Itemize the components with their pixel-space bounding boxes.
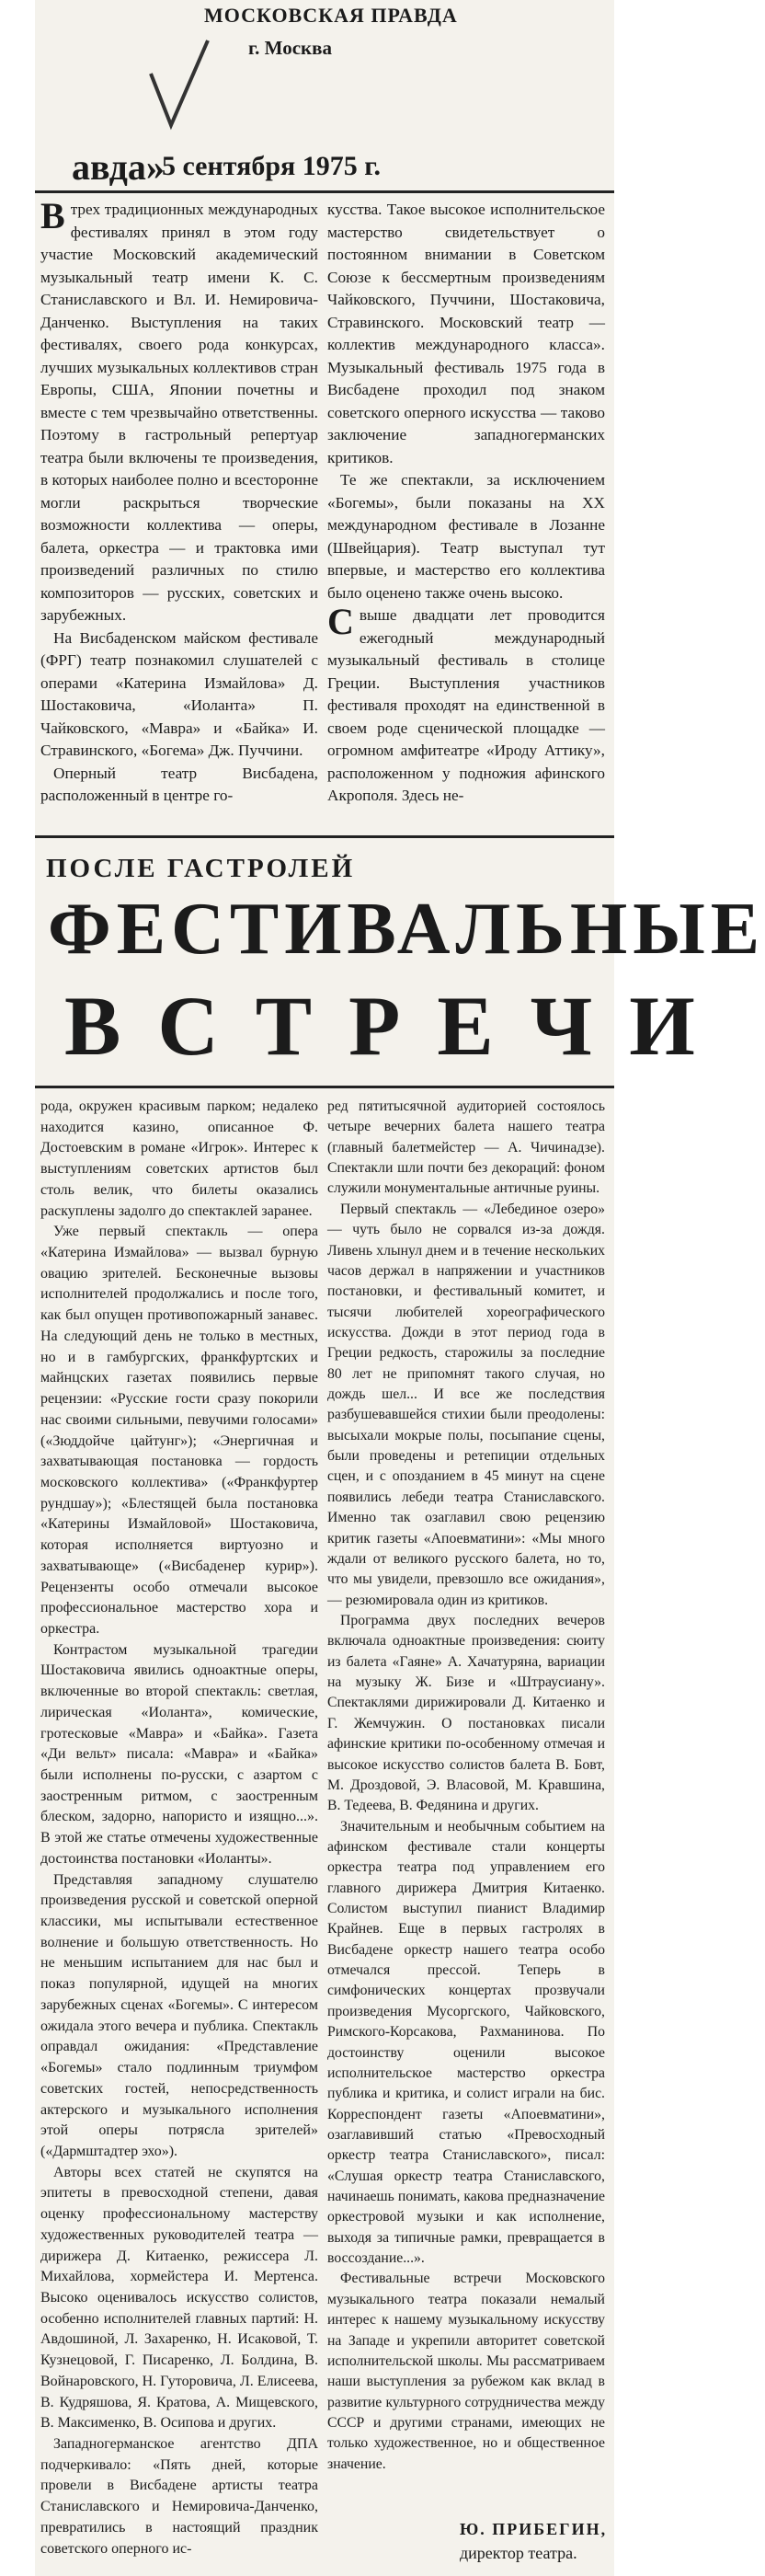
paragraph: кусства. Такое высокое исполнительское мастерство свидетельствует о постоянном внимании в Советском Союзе к бессмертным произведениям Чайковского, Пуччини, Шостаковича, Стравинского. Московский театр — коллектив международного класса». Музыкальный фестиваль 1975 года в Висбадене проходил под знаком советского оперного искусства — таково заключение западногерманских критиков. bbox=[327, 201, 605, 466]
newspaper-name: авда» bbox=[72, 146, 165, 188]
paragraph: Уже первый спектакль — опера «Катерина Измайлова» — вызвал бурную овацию зрителей. Бесконечные вызовы исполнителей продолжались и после того, как был опущен противопожарный занавес. На следующий день не только в местных, но и в гамбургских, франкфуртских и майнцских газетах появились первые рецензии: «Русские гости сразу покорили нас своими сильными, певучими голосами» («Зюддойче цайтунг»); «Энергичная и захватывающая постановка — гордость московского коллектива» («Франкфуртер рундшау»); «Блестящей была постановка «Катерины Измайловой» Шостаковича, которая исполняется виртуозно и захватывающе» («Висбаденер курир»). Рецензенты особо отмечали высокое профессиональное мастерство хора и оркестра. bbox=[40, 1224, 318, 1637]
paragraph: Значительным и необычным событием на афинском фестивале стали концерты оркестра театра под управлением его главного дирижера Дмитрия Китаенко. Солистом выступил пианист Владимир Крайнев. Еще в первых гастролях в Висбадене оркестр нашего театра особо отмечался прессой. Теперь в симфонических концертах прозвучали произведения Мусоргского, Чайковского, Римского-Корсакова, Рахманинова. По достоинству оценили высокое исполнительское мастерство оркестра публика и критика, и солист играли на бис. Корреспондент газеты «Апоевматини», озаглавивший статью «Превосходный оркестр театра Станиславского», писал: «Слушая оркестр театра Станиславского, начинаешь понимать, какова предназначение оркестровой музыки и как исполнение, выходя за типичные рамки, превращается в воссоздание...». bbox=[327, 1818, 605, 2267]
top-column-1 bbox=[40, 195, 318, 808]
drop-cap: В bbox=[40, 195, 65, 236]
city-label: г. Москва bbox=[248, 37, 332, 59]
paragraph: рода, окружен красивым парком; недалеко находится казино, описанное Ф. Достоевским в романе «Игрок». Интерес к выступлениям советских артистов был столь велик, что билеты оказались раскуплены задолго до спектаклей заранее. bbox=[40, 1098, 318, 1219]
paragraph: На Висбаденском майском фестивале (ФРГ) театр познакомил слушателей с операми «Катерина Измайлова» Д. Шостаковича, «Иоланта» П. Чайковского, «Мавра» и «Байка» И. Стравинского, «Богема» Дж. Пуччини. bbox=[40, 628, 318, 759]
paragraph: Контрастом музыкальной трагедии Шостаковича явились одноактные оперы, включенные во второй спектакль: светлая, лирическая «Иоланта», комические, гротесковые «Мавра» и «Байка». Газета «Ди вельт» писала: «Мавра» и «Байка» были исполнены по-русски, с азартом с заостренным ритмом, с заостренным блеском, задорно, напористо и изящно...». В этой же статье отмечены художественные достоинства постановки «Иоланты». bbox=[40, 1641, 318, 1867]
paragraph: Представляя западному слушателю произведения русской и советской оперной классики, мы испытывали естественное волнение и большую ответственность. Но не меньшим испытанием для нас был и показ популярной, идущей на многих зарубежных сценах «Богемы». С интересом ожидала этого вечера и публика. Спектакль оправдал ожидания: «Представление «Богемы» стало подлинным триумфом советских гостей, непосредственность актерского и музыкального исполнения этой оперы потрясла зрителей» («Дармштадтер эхо»). bbox=[40, 1871, 318, 2159]
paragraph: Западногерманское агентство ДПА подчеркивало: «Пять дней, которые провели в Висбадене артисты театра Станиславского и Немировича-Данченко, превратились в настоящий праздник советского оперного ис- bbox=[40, 2436, 318, 2557]
paragraph: Программа двух последних вечеров включала одноактные произведения: сюиту из балета «Гаяне» А. Хачатуряна, вариации на музыку Ж. Бизе и «Штраусиану». Спектаклями дирижировали Д. Китаенко и Г. Жемчужин. О постановках писали афинские критики по-особенному отмечая и высокое искусство солистов балета В. Бовт, М. Дроздовой, Э. Власовой, М. Кравшина, В. Тедеева, В. Федянина и других. bbox=[327, 1612, 605, 1814]
headline-line-1: ФЕСТИВАЛЬНЫЕ bbox=[48, 889, 765, 970]
top-column-2 bbox=[327, 199, 605, 808]
headline-divider bbox=[35, 1086, 614, 1088]
paragraph: ред пятитысячной аудиторией состоялось четыре вечерних балета нашего театра (главный балетмейстер — А. Чичинадзе). Спектакли шли почти без декораций: фоном служили монументальные античные руины. bbox=[327, 1098, 605, 1197]
bottom-column-2 bbox=[327, 1097, 605, 2475]
paragraph: Авторы всех статей не скупятся на эпитеты в превосходной степени, давая оценку профессиональному мастерству художественных руководителей театра — дирижера Д. Китаенко, режиссера Л. Михайлова, хормейстера И. Мертенса. Высоко оценивалось искусство солистов, особенно исполнителей главных партий: Н. Авдошиной, Л. Захаренко, Н. Исаковой, Т. Кузнецовой, Г. Писаренко, Л. Болдина, В. Войнаровского, Н. Гуторовича, Л. Елисеева, В. Кудряшова, Я. Кратова, А. Мищевского, В. Максименко, В. Осипова и других. bbox=[40, 2164, 318, 2432]
clipping-header bbox=[35, 0, 614, 189]
author-signature bbox=[460, 2517, 607, 2565]
paragraph: Втрех традиционных международных фестивалях принял в этом году участие Московский академический музыкальный театр имени К. С. Станиславского и Вл. И. Немировича-Данченко. Выступления на таких фестивалях, своего рода конкурсах, лучших музыкальных коллективов стран Европы, США, Японии почетны и вместе с тем чрезвычайно ответственны. Поэтому в гастрольный репертуар театра были включены те произведения, в которых наиболее полно и всесторонне могли раскрыться творческие возможности коллектива — оперы, балета, оркестра — и трактовка ими произведений различных по стилю композиторов — русских, советских и зарубежных. bbox=[40, 195, 318, 624]
headline-line-2: ВСТРЕЧИ bbox=[64, 979, 732, 1073]
check-mark-icon bbox=[147, 37, 211, 129]
author-name: Ю. ПРИБЕГИН, bbox=[460, 2520, 608, 2538]
issue-date: 5 сентября 1975 г. bbox=[162, 151, 382, 181]
section-divider bbox=[35, 835, 614, 838]
header-divider bbox=[35, 190, 614, 193]
masthead: МОСКОВСКАЯ ПРАВДА bbox=[204, 4, 458, 27]
paragraph: Те же спектакли, за исключением «Богемы», были показаны на XX международном фестивале в Лозанне (Швейцария). Театр выступал тут впервые, и мастерство его коллектива было оценено также очень высоко. bbox=[327, 471, 605, 602]
section-label: ПОСЛЕ ГАСТРОЛЕЙ bbox=[46, 854, 356, 883]
bottom-column-1 bbox=[40, 1097, 318, 2559]
paragraph: Фестивальные встречи Московского музыкального театра показали немалый интерес к нашему музыкальному искусству на Западе и укрепили авторитет советской исполнительской школы. Мы рассматриваем наши выступления за рубежом как вклад в развитие культурного сотрудничества между СССР и другими странами, имеющих не только художественное, но и общественное значение. bbox=[327, 2271, 605, 2472]
author-role: директор театра. bbox=[460, 2544, 577, 2562]
paragraph: Первый спектакль — «Лебединое озеро» — чуть было не сорвался из-за дождя. Ливень хлынул днем и в течение нескольких часов держал в напряжении и участников постановки, и фестивальный комитет, и тысячи любителей хореографического искусства. Дожди в этот период года в Греции редкость, старожилы за последние 80 лет не припомнят такого случая, но дождь шел... И все же последствия разбушевавшейся стихии были преодолены: высыхали мокрые полы, посыпание сцены, были проведены и ретепиции отдельных сцен, и с опозданием в 45 минут на сцене появились лебеди театра Станиславского. Именно так озаглавил свою рецензию критик газеты «Апоевматини»: «Мы много ждали от великого русского балета, но то, что мы увидели, превзошло все ожидания», — резюмировала один из критиков. bbox=[327, 1201, 605, 1608]
paragraph: Оперный театр Висбадена, расположенный в центре го- bbox=[40, 764, 318, 804]
paragraph: Свыше двадцати лет проводится ежегодный международный музыкальный фестиваль в столице Греции. Выступления участников фестиваля проходят на единственной в своем роде сценической площадке — огромном амфитеатре «Ироду Аттику», расположенном у подножия афинского Акрополя. Здесь не- bbox=[327, 601, 605, 804]
drop-cap: С bbox=[327, 601, 354, 642]
